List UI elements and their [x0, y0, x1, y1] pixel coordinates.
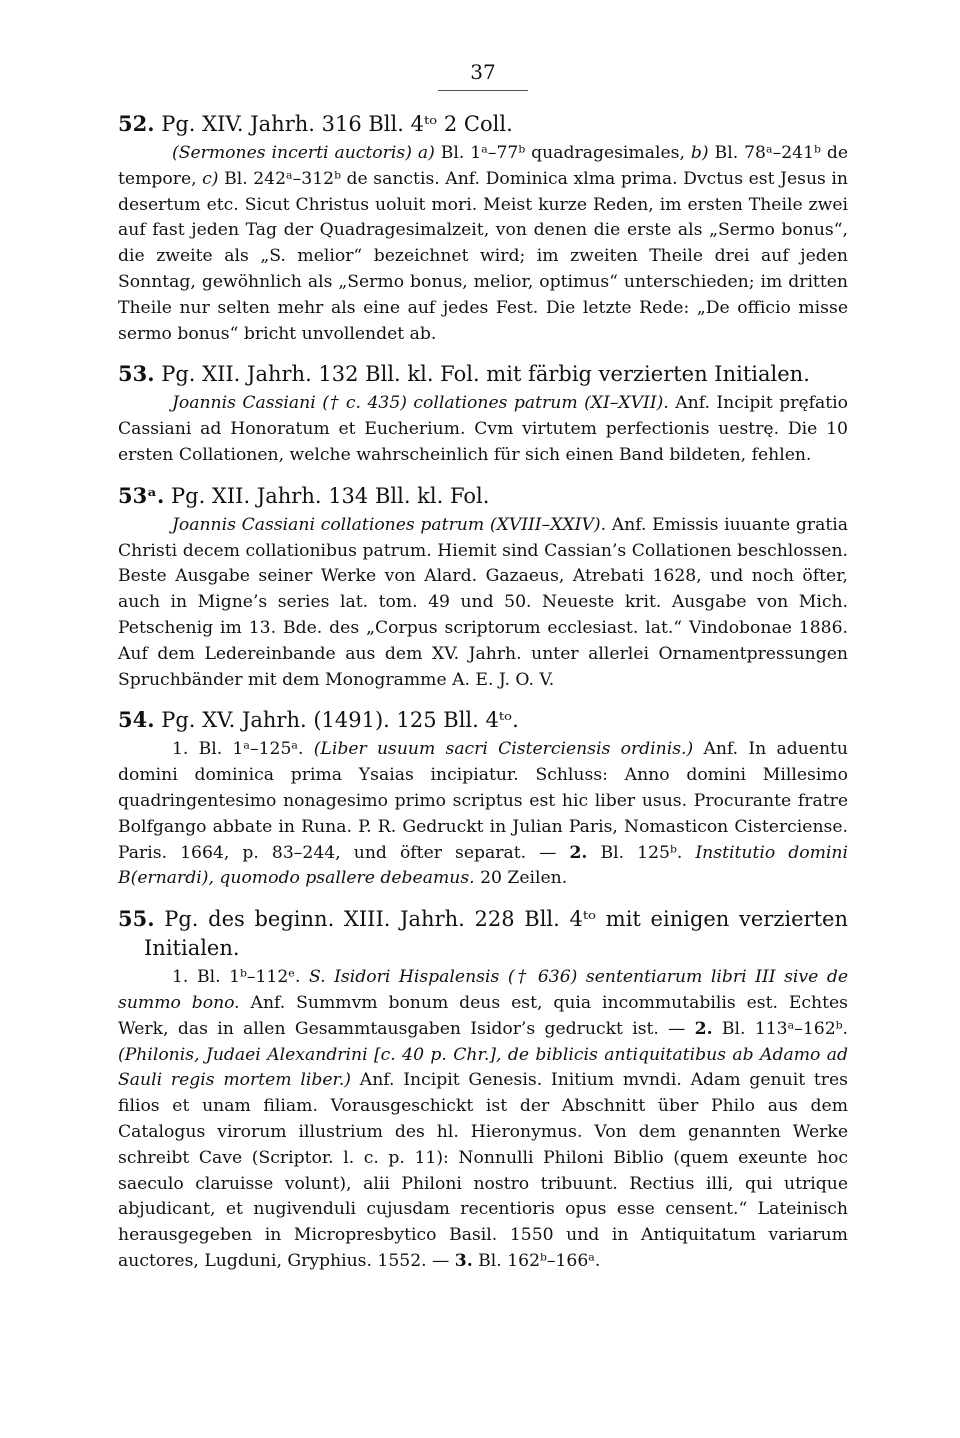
italic-title-run: Institutio domini B(ernardi), quomodo psallere debeamus. — [118, 842, 848, 889]
italic-title-run: Joannis Cassiani († c. 435) collationes patrum (XI–XVII). — [172, 393, 669, 414]
text-run: Anf. Summvm bonum deus est, quia incommutabilis est. Echtes Werk, das in allen Gesammtausgaben Isidor’s gedruckt ist. — — [118, 992, 848, 1039]
entry-heading — [118, 359, 848, 389]
italic-title-run: (Sermones incerti auctoris) a) — [172, 143, 435, 163]
page-number: 37 — [470, 60, 496, 84]
text-run: 20 Zeilen. — [474, 868, 568, 889]
catalog-entry-54 — [118, 705, 848, 892]
entry-paragraph — [118, 513, 848, 694]
italic-title-run: S. Isidori Hispalensis († 636) sententiarum libri III sive de summo bono. — [118, 967, 848, 1013]
text-run: 1. Bl. 1ᵇ–112ᵉ. — [172, 967, 309, 988]
entry-number: 53. — [118, 361, 155, 387]
catalog-entry-53 — [118, 359, 848, 468]
entry-description: Pg. XII. Jahrh. 134 Bll. kl. Fol. — [164, 483, 490, 508]
entry-description: Pg. des beginn. XIII. Jahrh. 228 Bll. 4ᵗᵒ mit einigen verzierten Initialen. — [144, 907, 848, 961]
entry-heading — [118, 481, 848, 511]
entry-heading — [118, 109, 848, 139]
text-run: Bl. 125ᵇ. — [587, 842, 696, 863]
entry-number: 52. — [118, 111, 155, 136]
italic-title-run: c) — [202, 168, 219, 189]
entry-heading — [118, 904, 848, 963]
item-number-run: 2. — [569, 842, 588, 863]
text-run: 1. Bl. 1ᵃ–125ᵃ. — [172, 739, 314, 760]
item-number-run: 3. — [454, 1250, 473, 1271]
italic-title-run: (Liber usuum sacri Cisterciensis ordinis.) — [313, 739, 694, 760]
italic-title-run: Joannis Cassiani collationes patrum (XVIII–XXIV). — [172, 514, 607, 535]
entry-number: 54. — [118, 707, 155, 733]
entry-description: Pg. XV. Jahrh. (1491). 125 Bll. 4ᵗᵒ. — [154, 708, 519, 733]
entry-paragraph — [118, 391, 848, 468]
entry-number: 53ᵃ. — [118, 482, 165, 508]
entry-heading — [118, 705, 848, 735]
text-run: Bl. 78ᵃ–241ᵇ de tempore, — [118, 143, 848, 189]
catalog-entry-52 — [118, 109, 848, 347]
italic-title-run: (Philonis, Judaei Alexandrini [c. 40 p. Chr.], de biblicis antiquitatibus ab Adamo ad Sauli regis mortem liber.) — [118, 1044, 848, 1091]
entry-paragraph — [118, 141, 848, 347]
text-run: Anf. Incipit pręfatio Cassiani ad Honoratum et Eucherium. Cvm virtutem perfectionis uestrę. Die 10 ersten Collationen, welche wahrscheinlich für sich einen Band bildeten, fehlen. — [118, 393, 848, 465]
catalog-entry-55 — [118, 904, 848, 1275]
text-run: Anf. Emissis iuuante gratia Christi decem collationibus patrum. Hiemit sind Cassian’s Collationen beschlossen. Beste Ausgabe seiner Werke von Alard. Gazaeus, Atrebati 1628, und noch öfter, auch in Migne’s series lat. tom. 49 und 50. Neueste krit. Ausgabe von Mich. Petschenig im 13. Bde. des „Corpus scriptorum ecclesiast. lat.“ Vindobonae 1886. Auf dem Ledereinbande aus dem XV. Jahrh. unter allerlei Ornamentpressungen Spruchbänder mit dem Monogramme A. E. J. O. V. — [118, 514, 848, 690]
text-run: Bl. 242ᵃ–312ᵇ de sanctis. Anf. Dominica xlma prima. Dvctus est Jesus in desertum etc. Sicut Christus uoluit mori. Meist kurze Reden, im ersten Theile zwei auf fast jeden Tag der Quadragesimalzeit, von denen die erste als „Sermo bonus“, die zweite als „S. melior“ bezeichnet wird; im zweiten Theile drei auf jeden Sonntag, gewöhnlich als „Sermo bonus, melior, optimus“ unterschieden; im dritten Theile nur selten mehr als eine auf jedes Fest. Die letzte Rede: „De officio misse sermo bonus“ bricht unvollendet ab. — [118, 168, 848, 344]
entry-description: Pg. XII. Jahrh. 132 Bll. kl. Fol. mit färbig verzierten Initialen. — [154, 362, 810, 387]
entry-description: Pg. XIV. Jahrh. 316 Bll. 4ᵗᵒ 2 Coll. — [154, 112, 513, 136]
entry-paragraph — [118, 737, 848, 892]
entry-paragraph — [118, 965, 848, 1275]
page-number-rule — [438, 90, 528, 91]
italic-title-run: b) — [690, 143, 709, 163]
item-number-run: 2. — [694, 1018, 713, 1039]
text-run: Anf. In aduentu domini dominica prima Ysaias incipiatur. Schluss: Anno domini Millesimo quadringentesimo nonagesimo primo scriptus est hic liber usus. Procurante fratre Bolfgango abbate in Runa. P. R. Gedruckt in Julian Paris, Nomasticon Cisterciense. Paris. 1664, p. 83–244, und öfter separat. — — [118, 739, 848, 863]
text-run: Anf. Incipit Genesis. Initium mvndi. Adam genuit tres filios et unam filiam. Vorausgeschickt ist der Abschnitt über Philo aus dem Catalogus virorum illustrium des hl. Hieronymus. Von dem genannten Werke schreibt Cave (Scriptor. l. c. p. 11): Nonnulli Philoni Biblio (quem exeunte hoc saeculo claruisse volunt), alii Philoni nostro tribuunt. Rectius illi, qui utrique abjudicant, et nugivenduli cujusdam recentioris opus esse censent.“ Lateinisch herausgegeben in Micropresbytico Basil. 1550 und in Antiquitatum variarum auctores, Lugduni, Gryphius. 1552. — — [118, 1070, 848, 1271]
text-run: Bl. 162ᵇ–166ᵃ. — [472, 1250, 601, 1271]
catalog-page — [118, 60, 848, 1287]
text-run: Bl. 113ᵃ–162ᵇ. — [712, 1018, 848, 1039]
entry-number: 55. — [118, 906, 155, 932]
catalog-entry-53a — [118, 481, 848, 694]
text-run: Bl. 1ᵃ–77ᵇ quadragesimales, — [434, 143, 691, 163]
